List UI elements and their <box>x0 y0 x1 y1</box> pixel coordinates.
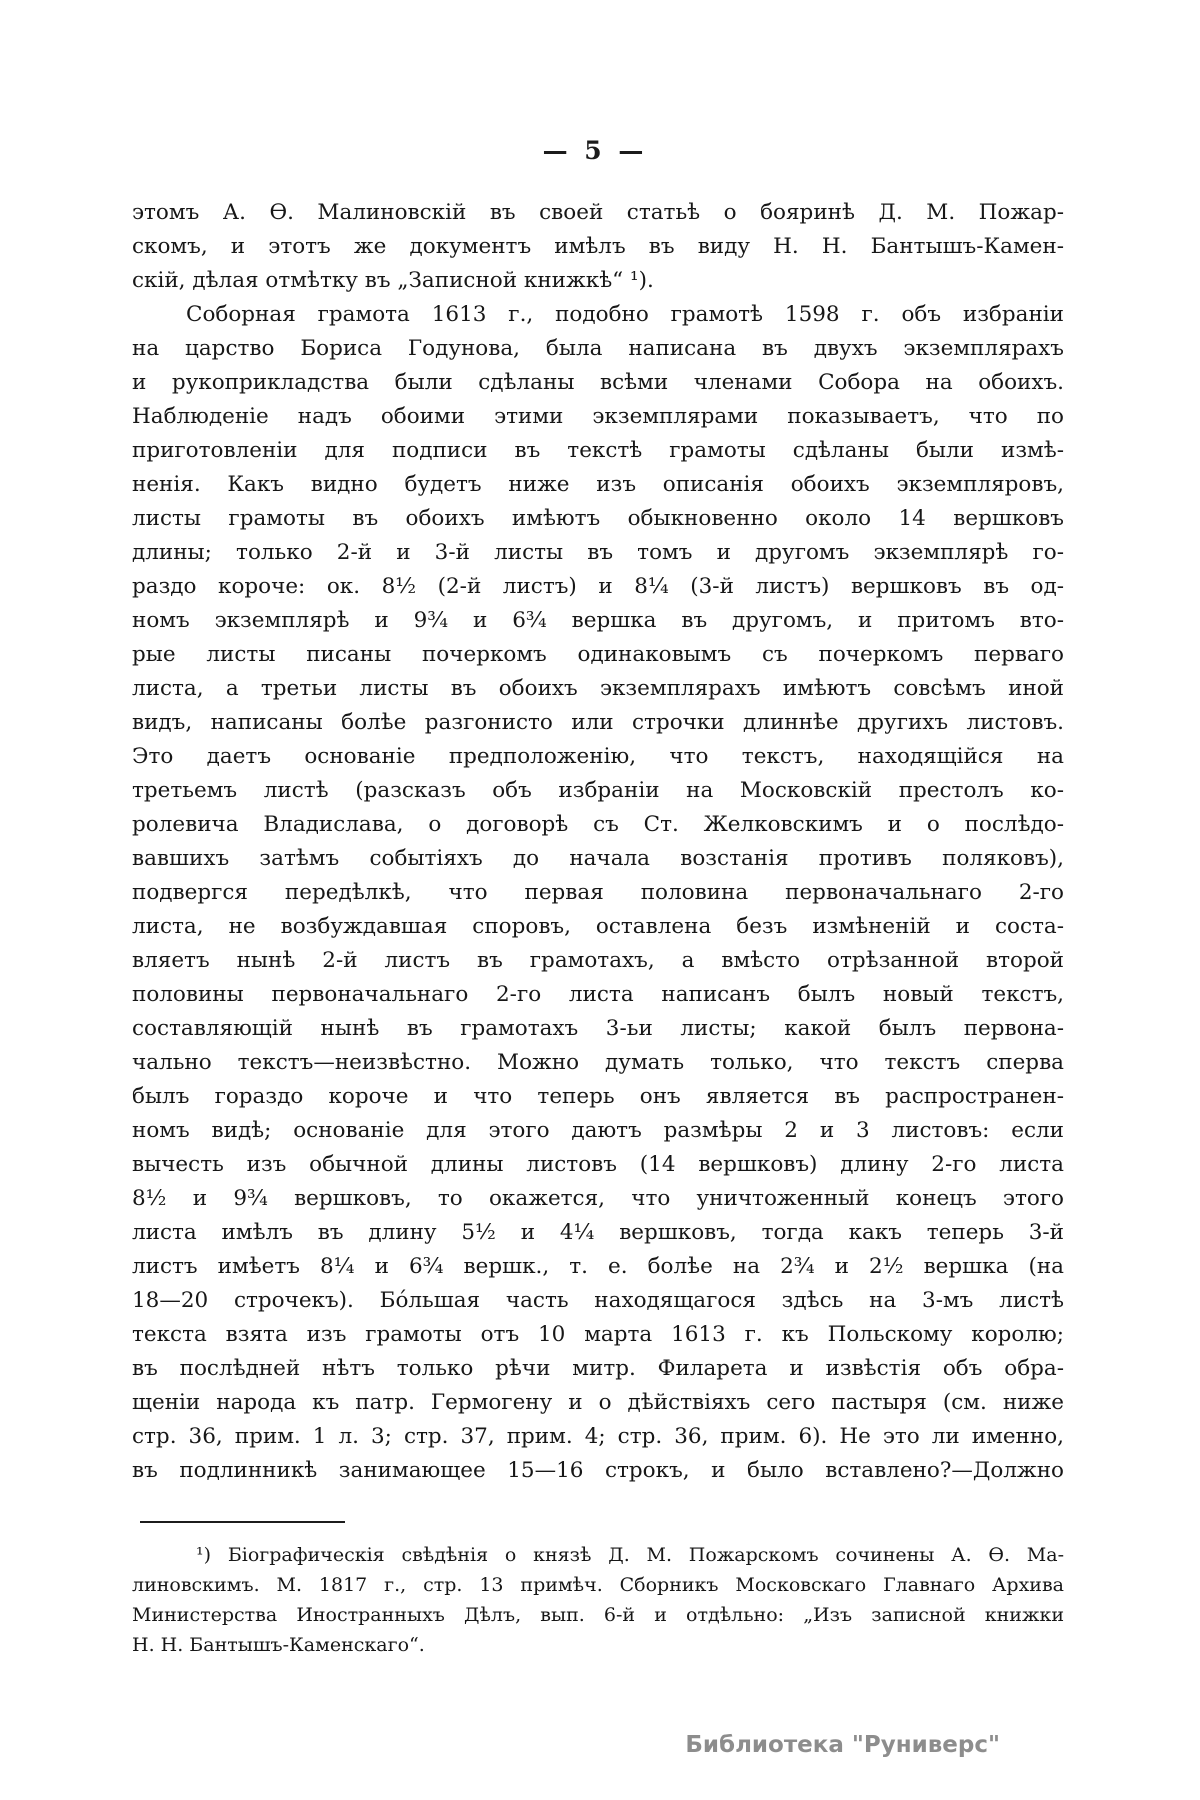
page-number: — 5 — <box>542 136 648 165</box>
text-line: листа, а третьи листы въ обоихъ экземплярахъ имѣютъ совсѣмъ иной <box>132 676 1064 701</box>
text-line: листа, не возбуждавшая споровъ, оставлена безъ измѣненій и соста- <box>132 914 1064 939</box>
text-line: на царство Бориса Годунова, была написана въ двухъ экземплярахъ <box>132 336 1064 361</box>
text-line: текста взята изъ грамоты отъ 10 марта 1613 г. къ Польскому королю; <box>132 1322 1064 1347</box>
text-line: былъ гораздо короче и что теперь онъ является въ распространен- <box>132 1084 1064 1109</box>
text-line: третьемъ листѣ (разсказъ объ избраніи на Московскій престолъ ко- <box>132 778 1064 803</box>
text-line: листа имѣлъ въ длину 5½ и 4¼ вершковъ, тогда какъ теперь 3-й <box>132 1220 1064 1245</box>
text-line: листъ имѣетъ 8¼ и 6¾ вершк., т. е. болѣе на 2¾ и 2½ вершка (на <box>132 1254 1064 1279</box>
text-line: составляющій нынѣ въ грамотахъ 3-ьи листы; какой былъ первона- <box>132 1016 1064 1041</box>
text-line: видъ, написаны болѣе разгонисто или строчки длиннѣе другихъ листовъ. <box>132 710 1064 735</box>
text-line: ¹) Біографическія свѣдѣнія о князѣ Д. М. Пожарскомъ сочинены А. Ѳ. Ма- <box>196 1544 1064 1566</box>
text-line: вычесть изъ обычной длины листовъ (14 вершковъ) длину 2-го листа <box>132 1152 1064 1177</box>
text-line: Министерства Иностранныхъ Дѣлъ, вып. 6-й и отдѣльно: „Изъ записной книжки <box>132 1604 1064 1626</box>
text-line: ненія. Какъ видно будетъ ниже изъ описанія обоихъ экземпляровъ, <box>132 472 1064 497</box>
footnote-separator <box>140 1521 345 1523</box>
text-line: скомъ, и этотъ же документъ имѣлъ въ виду Н. Н. Бантышъ-Камен- <box>132 234 1064 259</box>
text-line: стр. 36, прим. 1 л. 3; стр. 37, прим. 4; стр. 36, прим. 6). Не это ли именно, <box>132 1424 1064 1449</box>
library-watermark: Библиотека "Руниверс" <box>685 1732 1000 1758</box>
text-line: рые листы писаны почеркомъ одинаковымъ съ почеркомъ перваго <box>132 642 1064 667</box>
text-line: щеніи народа къ патр. Гермогену и о дѣйствіяхъ сего пастыря (см. ниже <box>132 1390 1064 1415</box>
text-line: Наблюденіе надъ обоими этими экземплярами показываетъ, что по <box>132 404 1064 429</box>
text-line: этомъ А. Ѳ. Малиновскій въ своей статьѣ о бояринѣ Д. М. Пожар- <box>132 200 1064 225</box>
text-line: раздо короче: ок. 8½ (2-й листъ) и 8¼ (3-й листъ) вершковъ въ од- <box>132 574 1064 599</box>
text-line: чально текстъ—неизвѣстно. Можно думать только, что текстъ сперва <box>132 1050 1064 1075</box>
text-line: Соборная грамота 1613 г., подобно грамотѣ 1598 г. объ избраніи <box>186 302 1064 327</box>
text-line: половины первоначальнаго 2-го листа написанъ былъ новый текстъ, <box>132 982 1064 1007</box>
text-line: приготовленіи для подписи въ текстѣ грамоты сдѣланы были измѣ- <box>132 438 1064 463</box>
text-line: длины; только 2-й и 3-й листы въ томъ и другомъ экземплярѣ го- <box>132 540 1064 565</box>
text-line: линовскимъ. М. 1817 г., стр. 13 примѣч. Сборникъ Московскаго Главнаго Архива <box>132 1574 1064 1596</box>
text-line: скій, дѣлая отмѣтку въ „Записной книжкѣ“ ¹). <box>132 268 654 293</box>
text-line: номъ экземплярѣ и 9¾ и 6¾ вершка въ другомъ, и притомъ вто- <box>132 608 1064 633</box>
text-line: и рукоприкладства были сдѣланы всѣми членами Собора на обоихъ. <box>132 370 1064 395</box>
text-line: вавшихъ затѣмъ событіяхъ до начала возстанія противъ поляковъ), <box>132 846 1064 871</box>
body-text <box>132 196 1064 1488</box>
text-line: Это даетъ основаніе предположенію, что текстъ, находящійся на <box>132 744 1064 769</box>
text-line: 18—20 строчекъ). Бо́льшая часть находящагося здѣсь на 3-мъ листѣ <box>132 1288 1064 1313</box>
text-line: Н. Н. Бантышъ-Каменскаго“. <box>132 1634 425 1656</box>
text-line: въ послѣдней нѣтъ только рѣчи митр. Филарета и извѣстія объ обра- <box>132 1356 1064 1381</box>
text-line: 8½ и 9¾ вершковъ, то окажется, что уничтоженный конецъ этого <box>132 1186 1064 1211</box>
text-line: въ подлинникѣ занимающее 15—16 строкъ, и было вставлено?—Должно <box>132 1458 1064 1483</box>
footnote <box>132 1540 1064 1660</box>
text-line: подвергся передѣлкѣ, что первая половина первоначальнаго 2-го <box>132 880 1064 905</box>
text-line: номъ видѣ; основаніе для этого даютъ размѣры 2 и 3 листовъ: если <box>132 1118 1064 1143</box>
text-line: ролевича Владислава, о договорѣ съ Ст. Желковскимъ и о послѣдо- <box>132 812 1064 837</box>
text-line: вляетъ нынѣ 2-й листъ въ грамотахъ, а вмѣсто отрѣзанной второй <box>132 948 1064 973</box>
text-line: листы грамоты въ обоихъ имѣютъ обыкновенно около 14 вершковъ <box>132 506 1064 531</box>
